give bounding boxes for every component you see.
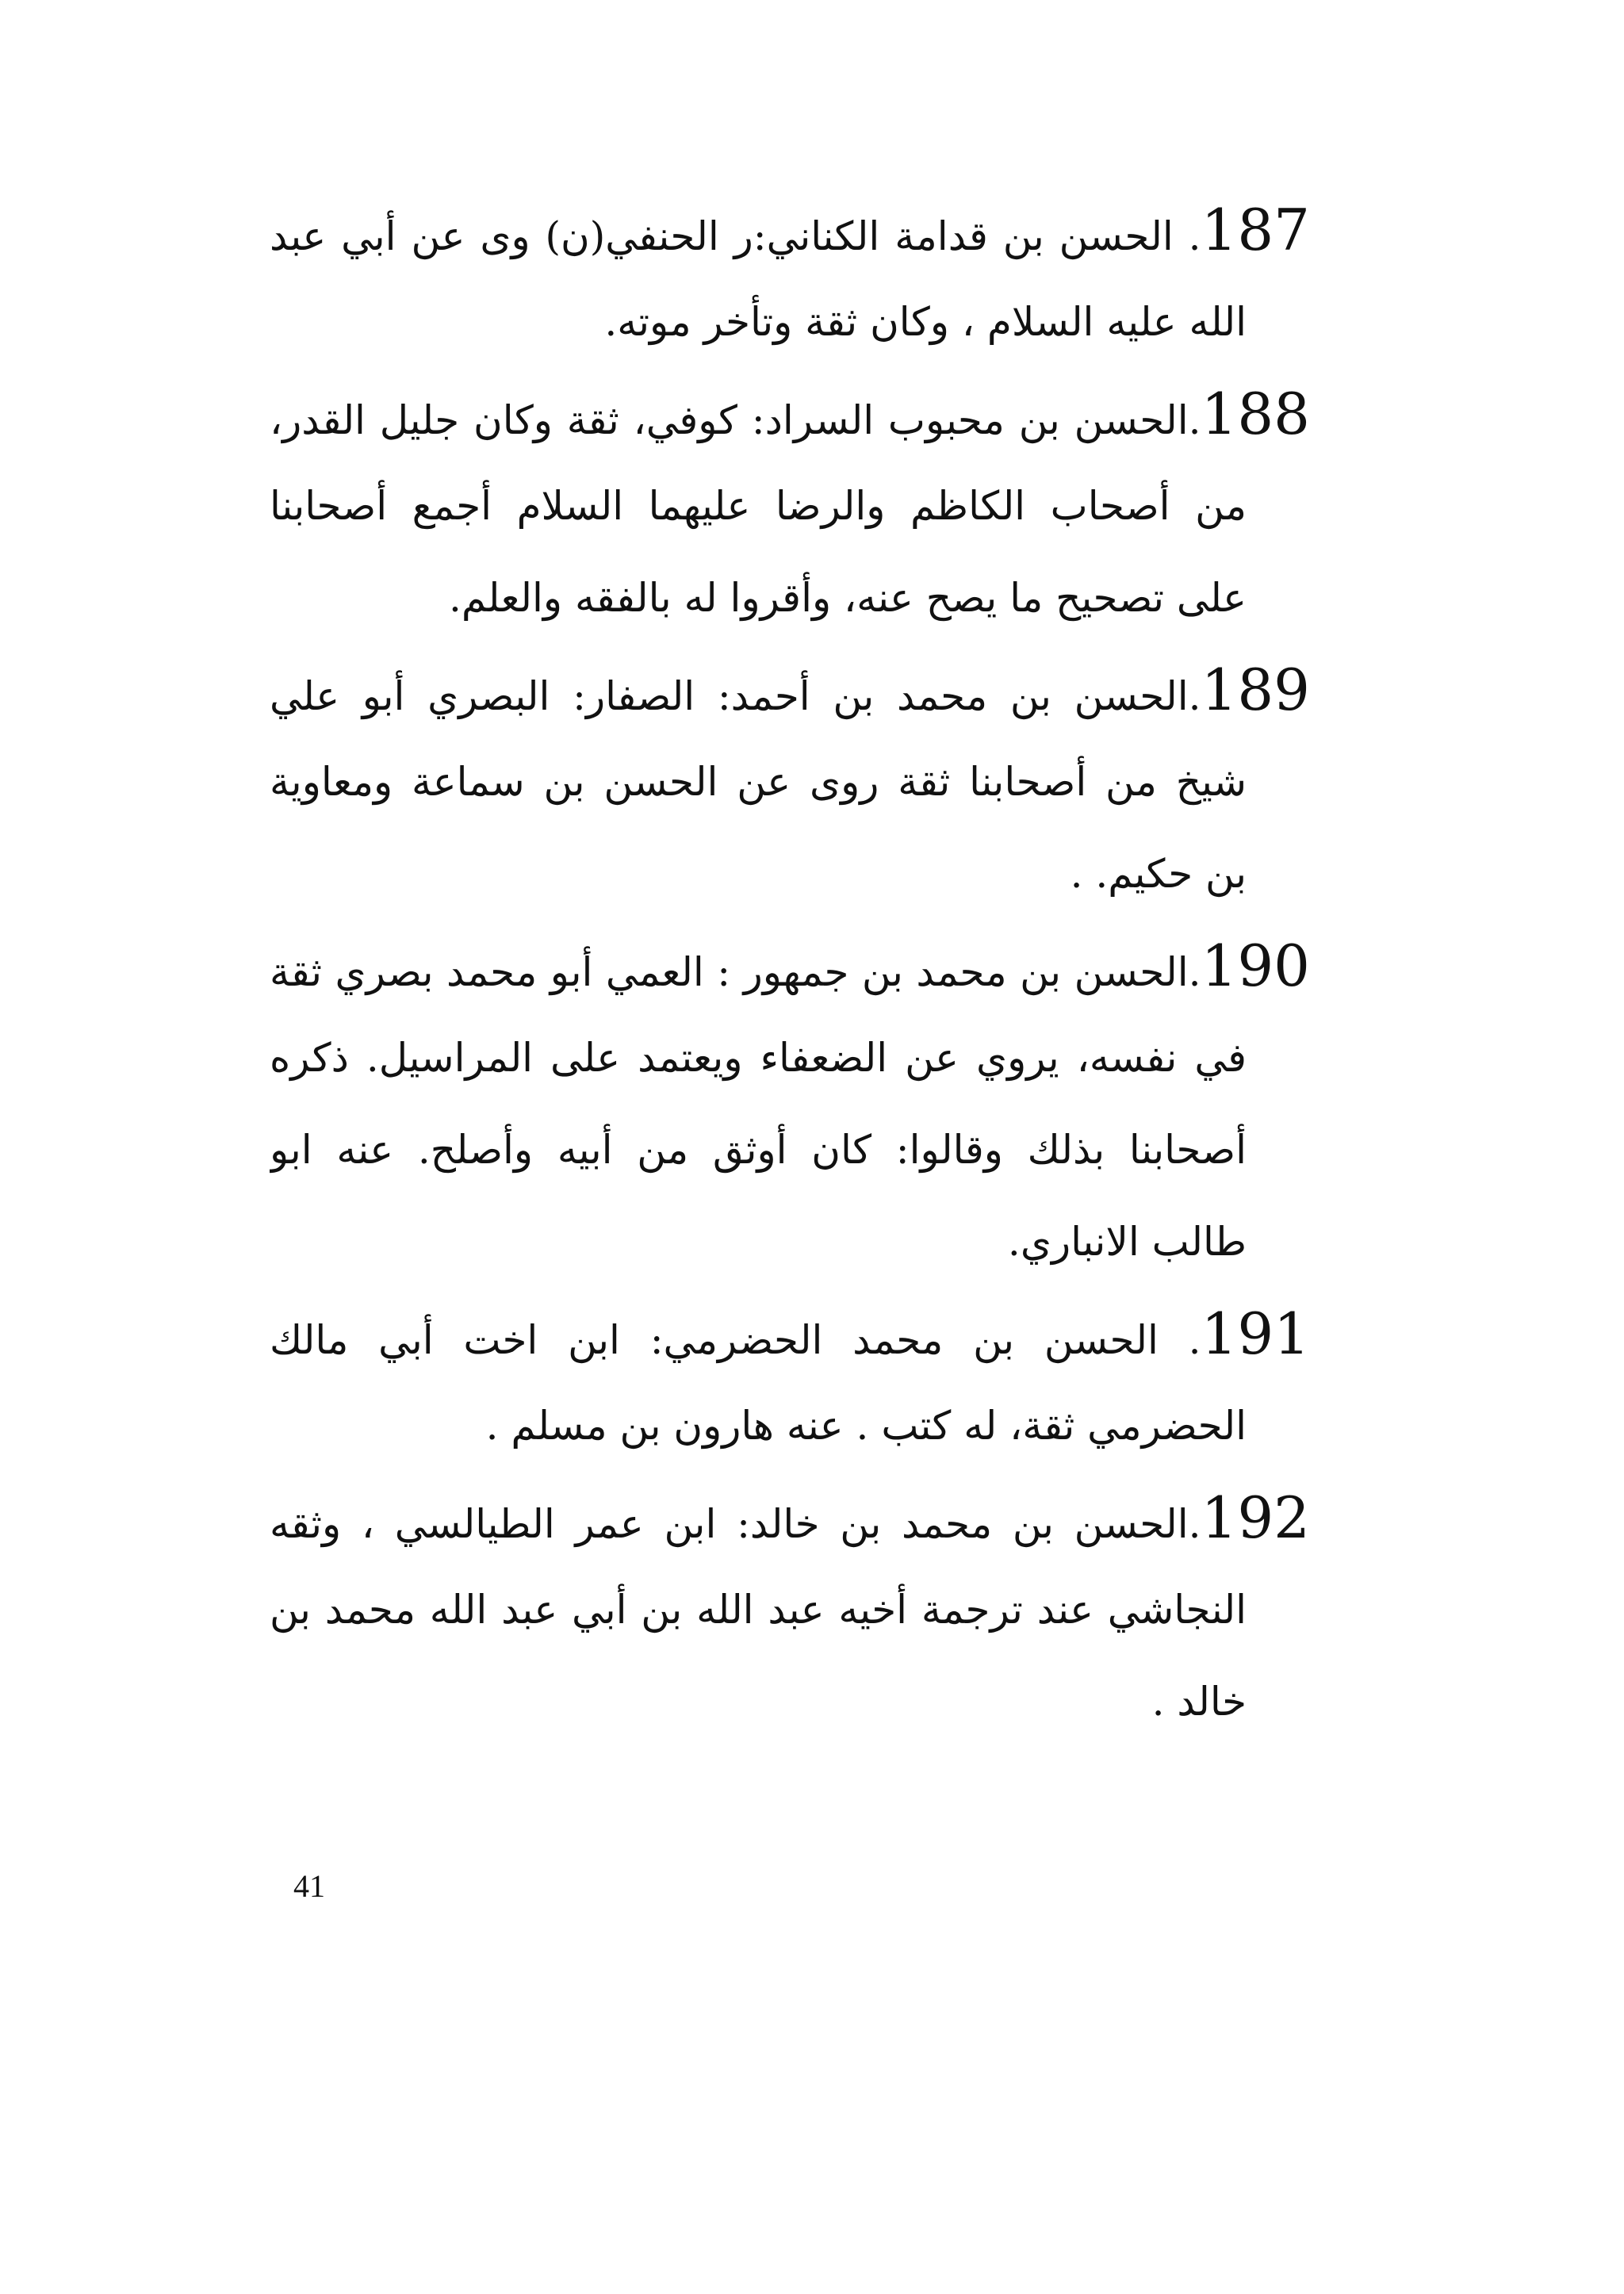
entry-continuation-line: طالب الانباري. [1007, 1219, 1247, 1265]
entry-number: 188 [1201, 381, 1310, 447]
entry-first-line [270, 1472, 1310, 1564]
entry-first-line [270, 1288, 1310, 1380]
biography-entries [270, 184, 1310, 1748]
entry-continuation-line: بن حكيم. . [1070, 851, 1247, 897]
entry-continuation-line: من أصحاب الكاظم والرضا عليهما السلام أجمع أصحابنا [270, 483, 1247, 529]
entry-text: . الحسن بن محمد الحضرمي: ابن اخت أبي مالك [270, 1317, 1201, 1363]
entry-continuation-line: أصحابنا بذلك وقالوا: كان أوثق من أبيه وأصلح. عنه ابو [270, 1127, 1247, 1173]
entry-number: 189 [1201, 657, 1310, 723]
entry-number: 191 [1201, 1300, 1310, 1367]
entry-continuation-line: شيخ من أصحابنا ثقة روى عن الحسن بن سماعة ومعاوية [270, 759, 1247, 805]
entry-number: 187 [1201, 197, 1310, 263]
entry-192 [270, 1472, 1310, 1748]
entry-190 [270, 920, 1310, 1288]
entry-text: .الحسن بن محمد بن أحمد: الصفار: البصري أبو علي [270, 673, 1201, 719]
entry-continuation-line: الله عليه السلام ، وكان ثقة وتأخر موته. [604, 299, 1247, 345]
entry-continuation-line: الحضرمي ثقة، له كتب . عنه هارون بن مسلم . [485, 1403, 1247, 1449]
entry-first-line [270, 644, 1310, 736]
entry-text: .الحسن بن محمد بن خالد: ابن عمر الطيالسي ، وثقه [270, 1501, 1201, 1547]
entry-first-line [270, 368, 1310, 460]
entry-continuation-line: على تصحيح ما يصح عنه، وأقروا له بالفقه والعلم. [448, 575, 1247, 621]
entry-text: .الحسن بن محمد بن جمهور : العمي أبو محمد بصري ثقة [270, 949, 1201, 995]
entry-number: 190 [1201, 933, 1310, 999]
entry-189 [270, 644, 1310, 920]
entry-first-line [270, 920, 1310, 1012]
entry-continuation-line: خالد . [1151, 1679, 1247, 1725]
page-number: 41 [293, 1868, 325, 1904]
entry-text: .الحسن بن محبوب السراد: كوفي، ثقة وكان جليل القدر، [270, 397, 1201, 443]
entry-continuation-line: النجاشي عند ترجمة أخيه عبد الله بن أبي عبد الله محمد بن [270, 1587, 1247, 1633]
entry-number: 192 [1201, 1484, 1310, 1551]
entry-188 [270, 368, 1310, 644]
entry-text: . الحسن بن قدامة الكناني:ر الحنفي(ن) وى عن أبي عبد [270, 213, 1201, 259]
entry-first-line [270, 184, 1310, 276]
entry-187 [270, 184, 1310, 368]
entry-continuation-line: في نفسه، يروي عن الضعفاء ويعتمد على المراسيل. ذكره [270, 1035, 1247, 1081]
entry-191 [270, 1288, 1310, 1472]
